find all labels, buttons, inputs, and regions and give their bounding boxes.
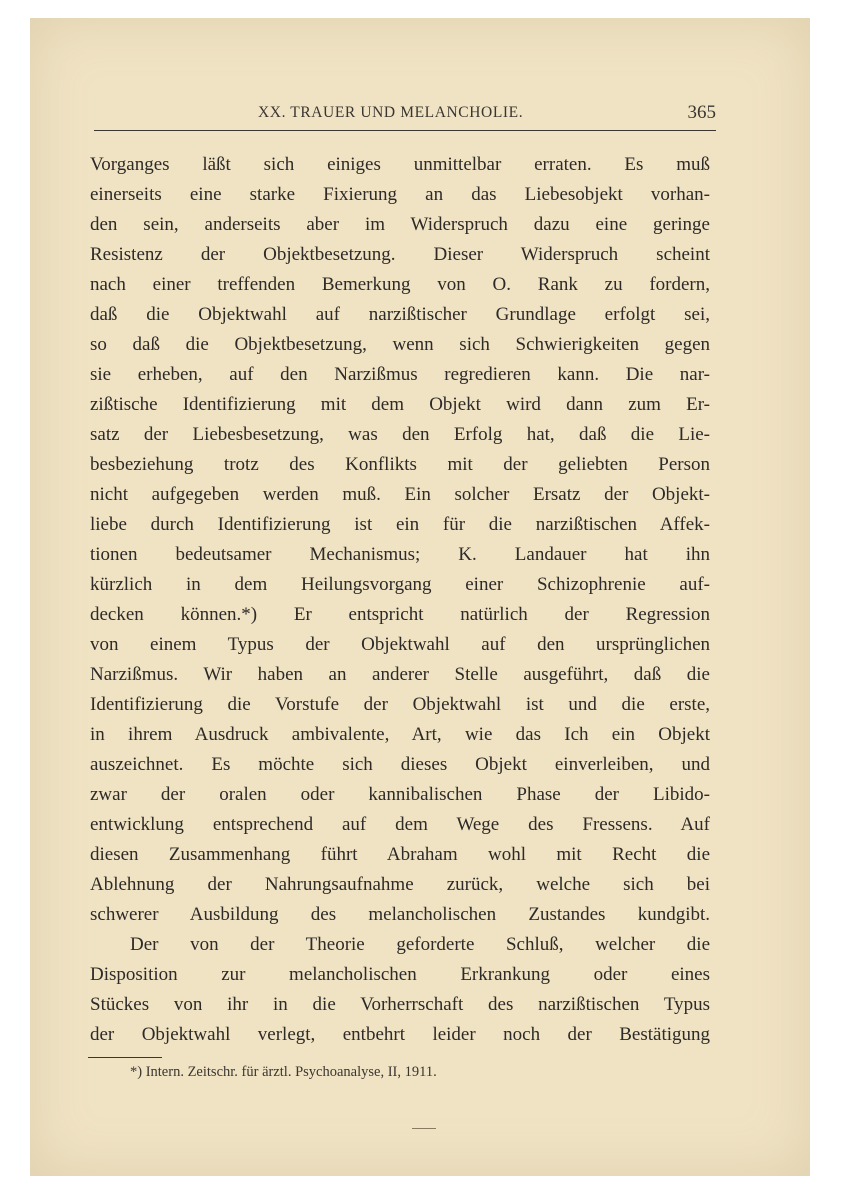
text-line: daß die Objektwahl auf narzißtischer Grundlage erfolgt sei, [90,304,710,325]
text-line: den sein, anderseits aber im Widerspruch dazu eine geringe [90,214,710,235]
text-line: Der von der Theorie geforderte Schluß, welcher die [130,934,710,955]
text-line: in ihrem Ausdruck ambivalente, Art, wie das Ich ein Objekt [90,724,710,745]
text-line: Resistenz der Objektbesetzung. Dieser Widerspruch scheint [90,244,710,265]
text-line: decken können.*) Er entspricht natürlich der Regression [90,604,710,625]
text-line: so daß die Objektbesetzung, wenn sich Schwierigkeiten gegen [90,334,710,355]
text-line: auszeichnet. Es möchte sich dieses Objekt einverleiben, und [90,754,710,775]
text-line: tionen bedeutsamer Mechanismus; K. Landauer hat ihn [90,544,710,565]
text-line: sie erheben, auf den Narzißmus regredieren kann. Die nar- [90,364,710,385]
text-line: liebe durch Identifizierung ist ein für die narzißtischen Affek- [90,514,710,535]
text-line: schwerer Ausbildung des melancholischen Zustandes kundgibt. [90,904,710,925]
text-line: zißtische Identifizierung mit dem Objekt wird dann zum Er- [90,394,710,415]
text-line: diesen Zusammenhang führt Abraham wohl mit Recht die [90,844,710,865]
text-line: zwar der oralen oder kannibalischen Phase der Libido- [90,784,710,805]
text-line: besbeziehung trotz des Konflikts mit der geliebten Person [90,454,710,475]
text-line: von einem Typus der Objektwahl auf den ursprünglichen [90,634,710,655]
text-line: entwicklung entsprechend auf dem Wege des Fressens. Auf [90,814,710,835]
running-title: XX. TRAUER UND MELANCHOLIE. [258,104,524,121]
text-line: Narzißmus. Wir haben an anderer Stelle ausgeführt, daß die [90,664,710,685]
text-line: satz der Liebesbesetzung, was den Erfolg hat, daß die Lie- [90,424,710,445]
text-line: Identifizierung die Vorstufe der Objektwahl ist und die erste, [90,694,710,715]
text-line: Disposition zur melancholischen Erkrankung oder eines [90,964,710,985]
body-text [90,150,710,1050]
header-rule [94,130,716,131]
text-line: Vorganges läßt sich einiges unmittelbar erraten. Es muß [90,154,710,175]
text-line: kürzlich in dem Heilungsvorgang einer Schizophrenie auf- [90,574,710,595]
text-line: Stückes von ihr in die Vorherrschaft des narzißtischen Typus [90,994,710,1015]
page-number: 365 [687,102,716,123]
footnote-rule [88,1057,162,1058]
text-line: nicht aufgegeben werden muß. Ein solcher Ersatz der Objekt- [90,484,710,505]
bottom-mark [412,1128,436,1129]
footnote: *) Intern. Zeitschr. für ärztl. Psychoanalyse, II, 1911. [130,1064,437,1080]
text-line: einerseits eine starke Fixierung an das Liebesobjekt vorhan- [90,184,710,205]
text-line: der Objektwahl verlegt, entbehrt leider noch der Bestätigung [90,1024,710,1045]
text-line: Ablehnung der Nahrungsaufnahme zurück, welche sich bei [90,874,710,895]
page-header [94,104,716,130]
text-line: nach einer treffenden Bemerkung von O. Rank zu fordern, [90,274,710,295]
